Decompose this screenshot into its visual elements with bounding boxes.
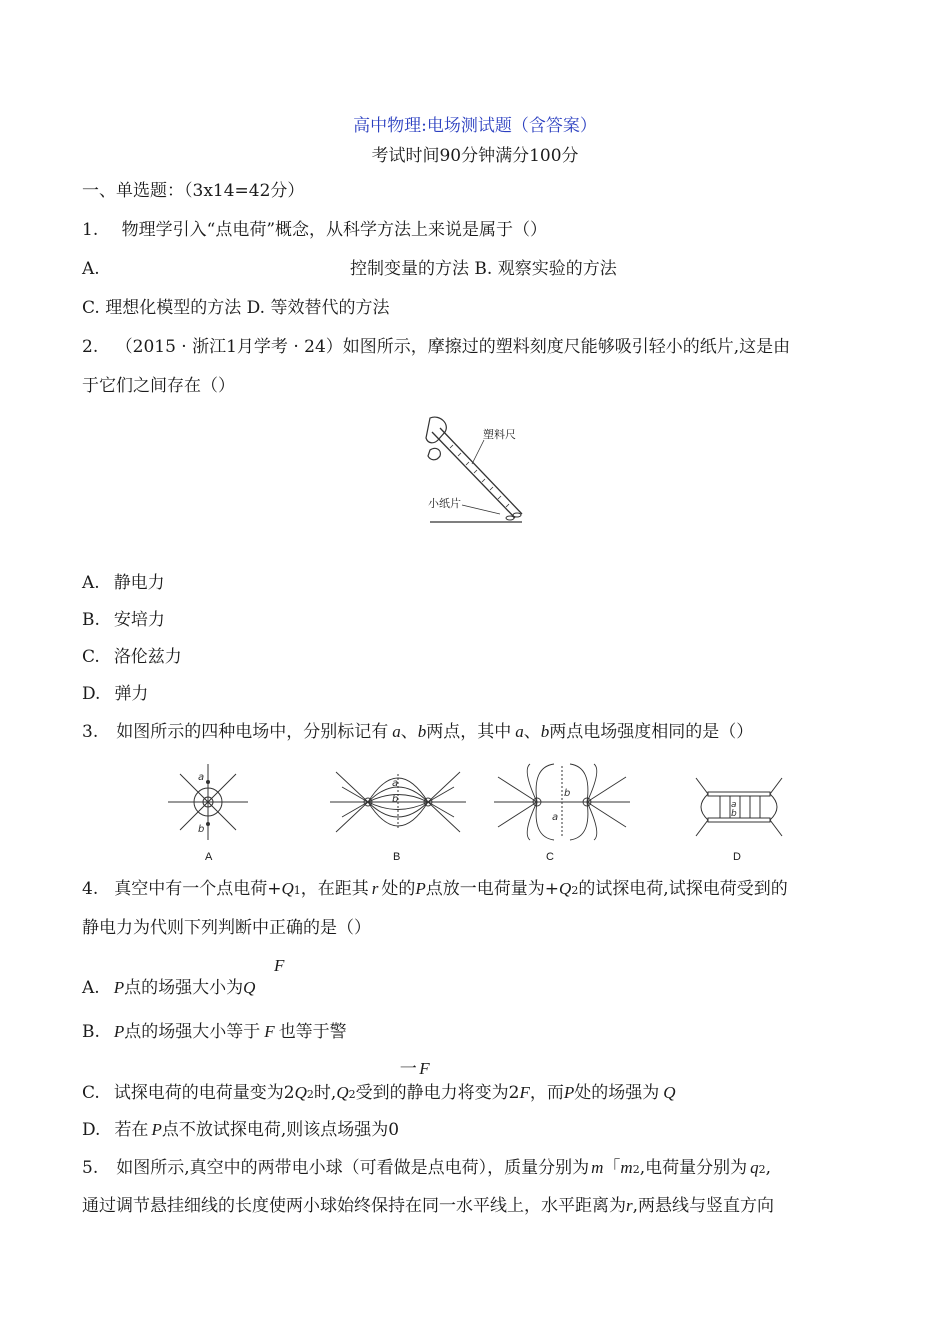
svg-text:b: b xyxy=(392,794,399,805)
question-number: 2. xyxy=(82,337,99,357)
paper-label: 小纸片 xyxy=(428,497,461,510)
question-text: 物理学引入“点电荷”概念，从科学方法上来说是属于（） xyxy=(121,220,548,240)
exam-info: 考试时间90分钟满分100分 xyxy=(371,146,579,166)
document-title: 高中物理:电场测试题（含答案） xyxy=(353,116,597,136)
question-4-option-b: B. P点的场强大小等于 F 也等于警 xyxy=(82,1022,347,1042)
svg-text:b: b xyxy=(564,788,571,799)
question-text: （2015 · 浙江1月学考 · 24）如图所示，摩擦过的塑料刻度尺能够吸引轻小的纸片,这是由 xyxy=(115,337,791,357)
field-figure-d xyxy=(690,772,790,842)
svg-text:a: a xyxy=(552,812,559,823)
figure-caption-a: A xyxy=(205,851,213,863)
question-5-stem: 5. 如图所示,真空中的两带电小球（可看做是点电荷），质量分别为 m「m2,电荷量分别为 q2, xyxy=(82,1158,772,1178)
field-figure-a xyxy=(160,762,260,847)
svg-text:b: b xyxy=(731,809,737,819)
question-3-stem: 3. 如图所示的四种电场中，分别标记有 a、b两点，其中 a、b两点电场强度相同的是（） xyxy=(82,722,754,742)
svg-text:a: a xyxy=(392,778,399,789)
question-1-option-a-label: A. xyxy=(82,259,100,279)
question-2-option-a: A. 静电力 xyxy=(82,573,165,593)
field-figure-b xyxy=(328,762,468,847)
figure-caption-c: C xyxy=(546,851,554,863)
question-4-stem: 4. 真空中有一个点电荷+Q1，在距其 r 处的P点放一电荷量为+Q2的试探电荷,试探电荷受到的 xyxy=(82,879,788,899)
question-4-option-a: A. P点的场强大小为Q xyxy=(82,978,256,998)
question-2-option-d: D. 弹力 xyxy=(82,684,149,704)
question-2-option-c: C. 洛伦兹力 xyxy=(82,647,182,667)
question-2-stem-cont: 于它们之间存在（） xyxy=(82,376,235,396)
svg-text:a: a xyxy=(198,772,205,783)
question-1-stem xyxy=(82,219,547,241)
question-5-stem-cont: 通过调节悬挂细线的长度使两小球始终保持在同一水平线上，水平距离为r,两悬线与竖直方向 xyxy=(82,1196,775,1216)
question-number: 1. xyxy=(82,220,99,240)
figure-caption-b: B xyxy=(393,851,401,863)
question-4-option-c: C. 试探电荷的电荷量变为2Q2时,Q2受到的静电力将变为2F，而P处的场强为 Q xyxy=(82,1083,676,1103)
svg-text:a: a xyxy=(731,800,737,810)
question-1-options-cd: C. 理想化模型的方法 D. 等效替代的方法 xyxy=(82,298,390,318)
ruler-label: 塑料尺 xyxy=(483,428,516,441)
question-4-option-d: D. 若在 P点不放试探电荷,则该点场强为0 xyxy=(82,1120,400,1140)
question-4-stem-cont: 静电力为代则下列判断中正确的是（） xyxy=(82,918,371,938)
ruler-paper-figure xyxy=(410,410,540,535)
option-a-fraction-numerator: F xyxy=(274,956,285,975)
section-heading: 一、单选题：（3x14=42分） xyxy=(82,181,305,201)
field-figure-c xyxy=(492,762,632,847)
question-1-options-ab: 控制变量的方法 B. 观察实验的方法 xyxy=(350,259,617,279)
option-c-fraction-top: 一 F xyxy=(398,1059,430,1078)
svg-text:b: b xyxy=(198,824,205,835)
question-2-stem xyxy=(82,336,790,358)
figure-caption-d: D xyxy=(733,851,741,863)
question-2-option-b: B. 安培力 xyxy=(82,610,165,630)
